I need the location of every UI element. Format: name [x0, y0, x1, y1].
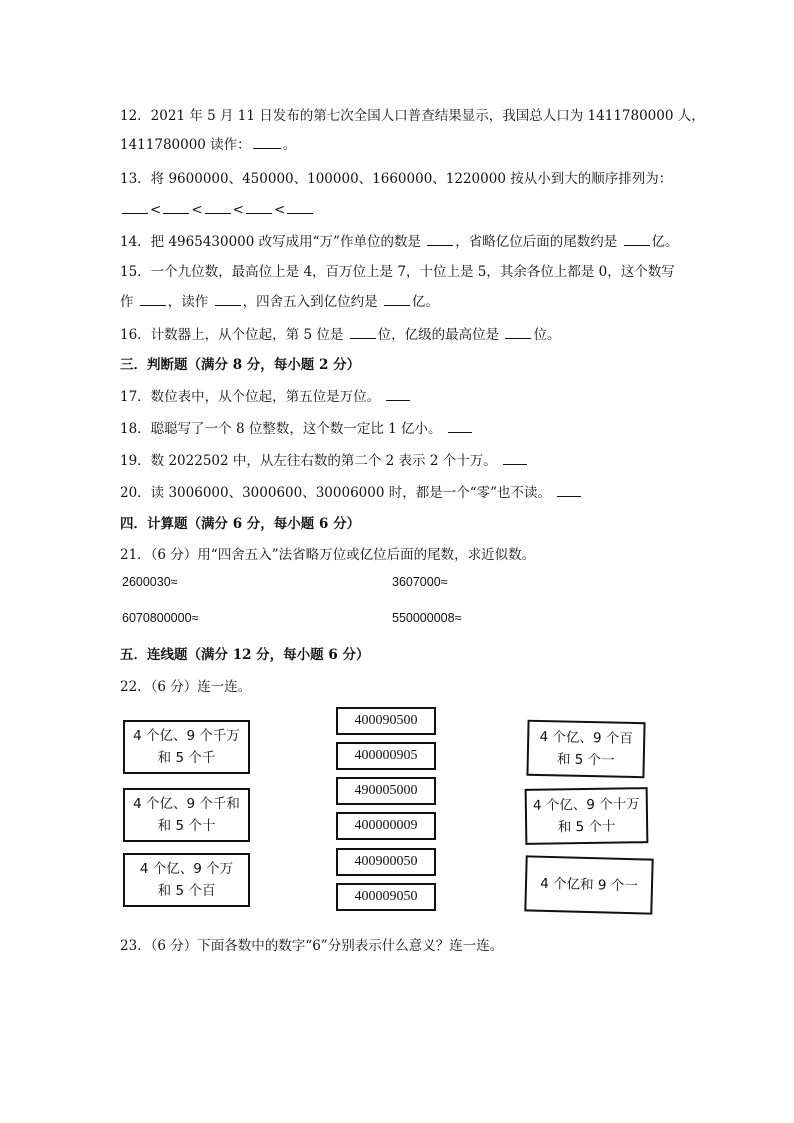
- q15-text-b: ，读作: [167, 294, 213, 310]
- q15-text-c: ，四舍五入到亿位约是: [242, 294, 382, 310]
- q14-blank-1[interactable]: [427, 233, 453, 246]
- lt-sign: <: [232, 202, 244, 218]
- card-text-line1: 4 个亿、9 个千和: [133, 796, 240, 812]
- match-right-card-1[interactable]: [526, 720, 645, 778]
- card-text-line2: 和 5 个千: [157, 750, 216, 766]
- match-right-card-3[interactable]: [524, 855, 653, 914]
- match-number-box-6[interactable]: 400009050: [336, 883, 436, 911]
- match-right-card-2[interactable]: [525, 787, 649, 845]
- card-text-line1: 4 个亿、9 个十万: [532, 796, 640, 814]
- q12-text: 1411780000 读作：: [120, 137, 251, 153]
- card-text-line2: 和 5 个十: [557, 818, 616, 836]
- card-text-line1: 4 个亿、9 个百: [539, 729, 634, 747]
- q16-text-a: 16．计数器上，从个位起，第 5 位是: [120, 327, 348, 343]
- order-blank-4[interactable]: [246, 201, 272, 214]
- lt-sign: <: [273, 202, 286, 218]
- q14-blank-2[interactable]: [624, 233, 650, 246]
- match-left-card-3[interactable]: [123, 853, 250, 907]
- match-left-card-1[interactable]: [123, 720, 250, 774]
- match-number-box-4[interactable]: 400000009: [336, 812, 436, 840]
- q13-order-blanks: [120, 201, 315, 218]
- card-text-line2: 和 5 个一: [556, 751, 615, 769]
- q15-text-a: 作: [120, 294, 138, 310]
- q18-line: [120, 417, 474, 437]
- card-text-line1: 4 个亿、9 个千万: [133, 728, 240, 744]
- q20-line: [120, 481, 583, 501]
- q18-blank[interactable]: [448, 420, 472, 433]
- approx-item-2: 3607000≈: [392, 575, 448, 589]
- q15-text-d: 亿。: [411, 294, 439, 310]
- q21-line: 21．（6 分）用“四舍五入”法省略万位或亿位后面的尾数，求近似数。: [120, 547, 536, 563]
- lt-sign: <: [191, 202, 203, 218]
- q13-line1: 13．将 9600000、450000、100000、1660000、1220000 按从小到大的顺序排列为：: [120, 171, 673, 187]
- match-number-box-3[interactable]: 490005000: [336, 777, 436, 805]
- section-heading-match: 五．连线题（满分 12 分，每小题 6 分）: [120, 647, 370, 663]
- approx-item-1: 2600030≈: [122, 575, 178, 589]
- card-text-line2: 和 5 个百: [157, 883, 216, 899]
- q15-blank-3[interactable]: [384, 293, 410, 306]
- lt-sign: <: [150, 202, 162, 218]
- q20-text: 20．读 3006000、3000600、30006000 时，都是一个“零”也不读。: [120, 485, 552, 501]
- card-text-line2: 和 5 个十: [157, 818, 216, 834]
- order-blank-5[interactable]: [287, 201, 313, 214]
- q14-text-b: ，省略亿位后面的尾数约是: [455, 234, 622, 250]
- q12-line2: [120, 133, 296, 153]
- q19-line: [120, 449, 529, 469]
- order-blank-2[interactable]: [163, 201, 189, 214]
- order-blank-1[interactable]: [122, 201, 148, 214]
- order-blank-3[interactable]: [205, 201, 231, 214]
- section-heading-calc: 四．计算题（满分 6 分，每小题 6 分）: [120, 516, 361, 532]
- section-heading-judge: 三．判断题（满分 8 分，每小题 2 分）: [120, 357, 361, 373]
- q12-blank[interactable]: [253, 136, 281, 149]
- q19-blank[interactable]: [503, 452, 527, 465]
- q23-line: 23．（6 分）下面各数中的数字“6”分别表示什么意义？连一连。: [120, 938, 504, 954]
- match-number-box-1[interactable]: 400090500: [336, 707, 436, 735]
- q16-blank-2[interactable]: [505, 326, 531, 339]
- q16-text-b: 位，亿级的最高位是: [377, 327, 504, 343]
- match-number-box-5[interactable]: 400900050: [336, 848, 436, 876]
- q15-line1: 15．一个九位数，最高位上是 4，百万位上是 7，十位上是 5，其余各位上都是 0，这个数写: [120, 264, 675, 280]
- q14-text-c: 亿。: [651, 234, 679, 250]
- q12-end: 。: [282, 137, 297, 153]
- q18-text: 18．聪聪写了一个 8 位整数，这个数一定比 1 亿小。: [120, 421, 442, 437]
- q16-line: [120, 323, 560, 343]
- card-text-line1: 4 个亿和 9 个一: [540, 875, 638, 895]
- q17-text: 17．数位表中，从个位起，第五位是万位。: [120, 389, 381, 405]
- match-number-box-2[interactable]: 400000905: [336, 742, 436, 770]
- q17-line: [120, 385, 412, 405]
- q17-blank[interactable]: [386, 388, 410, 401]
- approx-item-3: 6070800000≈: [122, 611, 199, 625]
- q12-line1: 12．2021 年 5 月 11 日发布的第七次全国人口普查结果显示，我国总人口为 1411780000 人，: [120, 108, 705, 124]
- card-text-line1: 4 个亿、9 个万: [139, 861, 234, 877]
- q14-text-a: 14．把 4965430000 改写成用“万”作单位的数是: [120, 234, 426, 250]
- q15-blank-1[interactable]: [140, 293, 166, 306]
- q15-line2: [120, 290, 439, 310]
- q15-blank-2[interactable]: [215, 293, 241, 306]
- q16-text-c: 位。: [533, 327, 561, 343]
- approx-item-4: 550000008≈: [392, 611, 462, 625]
- q22-line: 22．（6 分）连一连。: [120, 679, 252, 695]
- q16-blank-1[interactable]: [350, 326, 376, 339]
- match-left-card-2[interactable]: [123, 788, 250, 842]
- q14-line: [120, 230, 679, 250]
- q19-text: 19．数 2022502 中，从左往右数的第二个 2 表示 2 个十万。: [120, 453, 497, 469]
- q20-blank[interactable]: [557, 484, 581, 497]
